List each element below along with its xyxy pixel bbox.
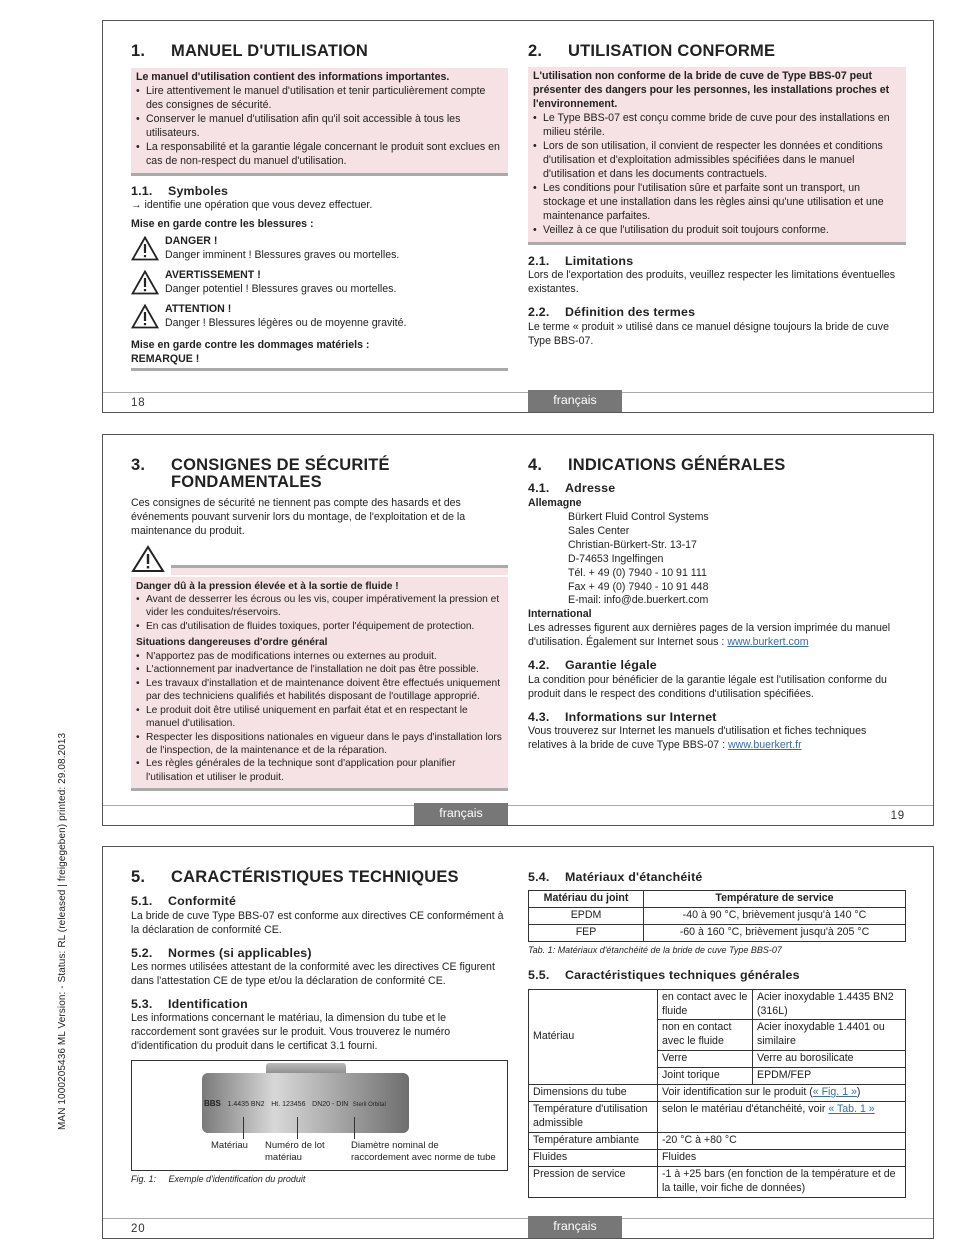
warning-icon: [131, 235, 165, 266]
list-item: • Les travaux d'installation et de maintenance doivent être effectués uniquement par des techniciens qualifiés et habilités disposant de l'outillage approprié.: [136, 677, 503, 704]
page-number: 20: [131, 1223, 146, 1235]
table-cell: -1 à +25 bars (en fonction de la température et de la taille, voir fiche de données): [658, 1167, 906, 1198]
danger-list: [136, 593, 503, 633]
table-header: Matériau du joint: [529, 891, 644, 908]
table-cell: Matériau: [529, 989, 658, 1085]
address-line: E-mail: info@de.buerkert.com: [568, 594, 709, 607]
table-row: [529, 1085, 906, 1102]
table-cell: -60 à 160 °C, brièvement jusqu'à 205 °C: [644, 925, 906, 942]
page-number: 18: [131, 397, 146, 409]
warning-desc: Danger potentiel ! Blessures graves ou mortelles.: [165, 283, 397, 296]
definition-text: Le terme « produit » utilisé dans ce manuel désigne toujours la bride de cuve Type BBS-07.: [528, 320, 889, 347]
warning-text: [165, 303, 406, 331]
sealing-table: [528, 890, 906, 942]
warning-text: [165, 235, 399, 263]
table-cell: Température d'utilisation admissible: [529, 1102, 658, 1133]
table-cell: Joint torique: [658, 1068, 753, 1085]
section-title: 5. CARACTÉRISTIQUES TECHNIQUES: [131, 868, 459, 886]
table-cell: Acier inoxydable 1.4435 BN2 (316L): [753, 989, 906, 1020]
product-image: [202, 1063, 409, 1133]
table-cell: EPDM: [529, 908, 644, 925]
warning-text: [165, 269, 396, 297]
table-cell: Dimensions du tube: [529, 1085, 658, 1102]
table-cell: Pression de service: [529, 1167, 658, 1198]
danger-bar: [171, 565, 508, 575]
warning-title: DANGER !: [165, 235, 218, 248]
info-box: [131, 68, 508, 176]
language-tab: français: [528, 1216, 622, 1238]
info-box-list: [136, 85, 503, 169]
subsection-title: 4.2. Garantie légale: [528, 658, 657, 673]
engraving: BBS 1.4435 BN2 Ht. 123456 DN20 - DIN Steril Orbital: [204, 1099, 386, 1109]
general-list: [136, 650, 503, 785]
subsection-title: 4.1. Adresse: [528, 481, 616, 496]
page-20: [102, 846, 934, 1239]
table-cell: FEP: [529, 925, 644, 942]
section-2: [528, 43, 906, 349]
page-number: 19: [890, 810, 905, 822]
arrow-icon: →: [131, 199, 142, 212]
table-cell: Fluides: [529, 1150, 658, 1167]
subsection-title: 5.1. Conformité: [131, 894, 237, 909]
info-box-list: [533, 112, 901, 238]
address-line: Tél. + 49 (0) 7940 - 10 91 111: [568, 566, 707, 579]
address-block: [528, 511, 906, 609]
table-cell: Verre: [658, 1051, 753, 1068]
general-specs-table: [528, 989, 906, 1199]
subsection-title: 5.5. Caractéristiques techniques générales: [528, 968, 800, 983]
figure-label-diameter: Diamètre nominal de raccordement avec norme de tube: [351, 1140, 496, 1164]
address-line: Bürkert Fluid Control Systems: [568, 510, 709, 523]
info-box-heading: Le manuel d'utilisation contient des informations importantes.: [136, 71, 450, 84]
list-item: • Veillez à ce que l'utilisation du produit soit toujours conforme.: [533, 224, 901, 238]
identification-text: Les informations concernant le matériau, la dimension du tube et le raccordement sont gravées sur le produit. Vous trouverez le numéro d'identification du produit dans le certificat 3.1 fourni.: [131, 1012, 451, 1053]
warning-row: [131, 303, 508, 334]
section-4: [528, 457, 906, 753]
table-cell: Verre au borosilicate: [753, 1051, 906, 1068]
international-heading: International: [528, 608, 592, 621]
subsection-title: 5.4. Matériaux d'étanchéité: [528, 870, 703, 884]
table-cell: Fluides: [658, 1150, 906, 1167]
warn-heading: Mise en garde contre les blessures :: [131, 218, 314, 231]
internet-text: Vous trouverez sur Internet les manuels d'utilisation et fiches techniques relatives à la bride de cuve Type BBS-07 : www.buerkert.fr: [528, 725, 867, 751]
language-tab: français: [414, 803, 508, 825]
arrow-legend: → identifie une opération que vous devez effectuer.: [131, 199, 373, 212]
table-row: [529, 908, 906, 925]
intro-text: Ces consignes de sécurité ne tiennent pas compte des hasards et des événements pouvant survenir lors du montage, de l'exploitation et de la maintenance du produit.: [131, 496, 466, 537]
table-row: [529, 1167, 906, 1198]
list-item: • Conserver le manuel d'utilisation afin qu'il soit accessible à tous les utilisateurs.: [136, 113, 503, 141]
section-title: 3. CONSIGNES DE SÉCURITÉ FONDAMENTALES: [131, 456, 390, 492]
germany-heading: Allemagne: [528, 496, 582, 509]
figure-label-material: Matériau: [211, 1140, 248, 1152]
info-box: [528, 67, 906, 245]
table-row: [529, 1133, 906, 1150]
warning-row: [131, 235, 508, 266]
subsection-title: 5.3. Identification: [131, 996, 248, 1011]
warnings: [131, 235, 508, 334]
list-item: • En cas d'utilisation de fluides toxiques, porter l'équipement de protection.: [136, 620, 503, 633]
list-item: • N'apportez pas de modifications internes ou externes au produit.: [136, 650, 503, 663]
list-item: • La responsabilité et la garantie légale concernant le produit sont exclues en cas de non-respect du manuel d'utilisation.: [136, 141, 503, 169]
danger-heading: Danger dû à la pression élevée et à la sortie de fluide !: [136, 580, 399, 592]
warning-title: AVERTISSEMENT !: [165, 269, 261, 282]
section-5-4: [528, 869, 906, 1198]
table-cell: non en contact avec le fluide: [658, 1020, 753, 1051]
section-title: 4. INDICATIONS GÉNÉRALES: [528, 456, 786, 474]
table-header: Température de service: [644, 891, 906, 908]
warning-title: ATTENTION !: [165, 303, 232, 316]
page-19: [102, 434, 934, 826]
figure-caption: Fig. 1: Exemple d'identification du produit: [131, 1174, 306, 1185]
section-title: 2. UTILISATION CONFORME: [528, 42, 776, 60]
danger-header: [131, 545, 508, 577]
table-row: [529, 925, 906, 942]
list-item: • Lors de son utilisation, il convient de respecter les données et conditions d'utilisation et d'exploitation admissibles spécifiées dans le manuel d'utilisation et dans les documents contractuels.: [533, 140, 901, 182]
list-item: • Respecter les dispositions nationales en vigueur dans le pays d'installation lors de l'inspection, de la maintenance et de la réparation.: [136, 731, 503, 758]
info-box-heading: L'utilisation non conforme de la bride de cuve de Type BBS-07 peut présenter des dangers pour les personnes, les installations proches et l'environnement.: [533, 70, 890, 111]
material-heading: Mise en garde contre les dommages matériels :: [131, 339, 370, 352]
remarque: REMARQUE !: [131, 353, 508, 371]
warning-row: [131, 269, 508, 300]
conformity-text: La bride de cuve Type BBS-07 est conforme aux directives CE conformément à la déclaration de conformité CE.: [131, 909, 504, 936]
language-tab: français: [528, 390, 622, 412]
table-caption: Tab. 1: Matériaux d'étanchéité de la bride de cuve Type BBS-07: [528, 945, 782, 956]
table-cell: -40 à 90 °C, brièvement jusqu'à 140 °C: [644, 908, 906, 925]
table-cell: Température ambiante: [529, 1133, 658, 1150]
figure-label-lot: Numéro de lot matériau: [265, 1140, 325, 1164]
warning-icon: [131, 545, 165, 573]
table-cell: Acier inoxydable 1.4401 ou similaire: [753, 1020, 906, 1051]
warning-icon: [131, 303, 165, 334]
page-footer: [103, 392, 933, 412]
subsection-title: 4.3. Informations sur Internet: [528, 709, 717, 724]
list-item: • Lire attentivement le manuel d'utilisation et tenir particulièrement compte des consignes de sécurité.: [136, 85, 503, 113]
page-18: [102, 20, 934, 413]
burkert-link[interactable]: www.burkert.com: [727, 636, 809, 649]
page-footer: [103, 1218, 933, 1238]
table-cell: selon le matériau d'étanchéité, voir « Tab. 1 »: [658, 1102, 906, 1133]
limitations-text: Lors de l'exportation des produits, veuillez respecter les limitations éventuelles existantes.: [528, 269, 896, 296]
page-footer: [103, 805, 933, 825]
address-line: Fax + 49 (0) 7940 - 10 91 448: [568, 580, 709, 593]
fig-1-link[interactable]: « Fig. 1 »: [812, 1086, 857, 1099]
address-line: Christian-Bürkert-Str. 13-17: [568, 538, 697, 551]
table-row: [529, 1102, 906, 1133]
warning-desc: Danger ! Blessures légères ou de moyenne gravité.: [165, 317, 407, 330]
list-item: • Les conditions pour l'utilisation sûre et parfaite sont un transport, un stockage et une installation dans les règles ainsi qu'une utilisation et une maintenance parfaites.: [533, 182, 901, 224]
table-row: [529, 989, 906, 1020]
general-heading: Situations dangereuses d'ordre général: [136, 637, 328, 649]
table-row: [529, 1150, 906, 1167]
table-cell: -20 °C à +80 °C: [658, 1133, 906, 1150]
figure-1: [131, 1060, 508, 1171]
list-item: • Avant de desserrer les écrous ou les vis, couper impérativement la pression et vider les conduites/réservoirs.: [136, 593, 503, 620]
side-print-info: MAN 1000205436 ML Version: - Status: RL (released | freigegeben) printed: 29.08.2013: [57, 732, 68, 1130]
list-item: • Les règles générales de la technique sont d'application pour planifier l'utilisation et utiliser le produit.: [136, 757, 503, 784]
section-1: [131, 43, 508, 371]
norms-text: Les normes utilisées attestant de la conformité avec les directives CE figurent dans l'attestation CE de type et/ou la déclaration de conformité CE.: [131, 961, 495, 987]
list-item: • L'actionnement par inadvertance de l'installation ne doit pas être possible.: [136, 663, 503, 676]
section-3: [131, 457, 508, 791]
section-5: [131, 869, 508, 1186]
list-item: • Le Type BBS-07 est conçu comme bride de cuve pour des installations en milieu stérile.: [533, 112, 901, 140]
danger-box: [131, 577, 508, 792]
warning-desc: Danger imminent ! Blessures graves ou mortelles.: [165, 249, 400, 262]
warning-icon: [131, 269, 165, 300]
list-item: • Le produit doit être utilisé uniquement en parfait état et en respectant le manuel d'utilisation.: [136, 704, 503, 731]
subsection-title: 1.1. Symboles: [131, 184, 229, 199]
subsection-title: 5.2. Normes (si applicables): [131, 945, 312, 960]
address-line: D-74653 Ingelfingen: [568, 552, 664, 565]
table-cell: en contact avec le fluide: [658, 989, 753, 1020]
address-line: Sales Center: [568, 524, 630, 537]
buerkert-fr-link[interactable]: www.buerkert.fr: [728, 739, 802, 751]
subsection-title: 2.2. Définition des termes: [528, 305, 696, 320]
international-text: Les adresses figurent aux dernières pages de la version imprimée du manuel d'utilisation. Également sur Internet sous : www.burkert.com: [528, 622, 891, 649]
table-cell: EPDM/FEP: [753, 1068, 906, 1085]
tab-1-link[interactable]: « Tab. 1 »: [828, 1103, 875, 1116]
section-title: 1. MANUEL D'UTILISATION: [131, 42, 369, 60]
table-cell: Voir identification sur le produit (« Fig. 1 »): [658, 1085, 906, 1102]
subsection-title: 2.1. Limitations: [528, 253, 634, 268]
warranty-text: La condition pour bénéficier de la garantie légale est l'utilisation conforme du produit dans le respect des conditions d'utilisation spécifiées.: [528, 673, 887, 700]
